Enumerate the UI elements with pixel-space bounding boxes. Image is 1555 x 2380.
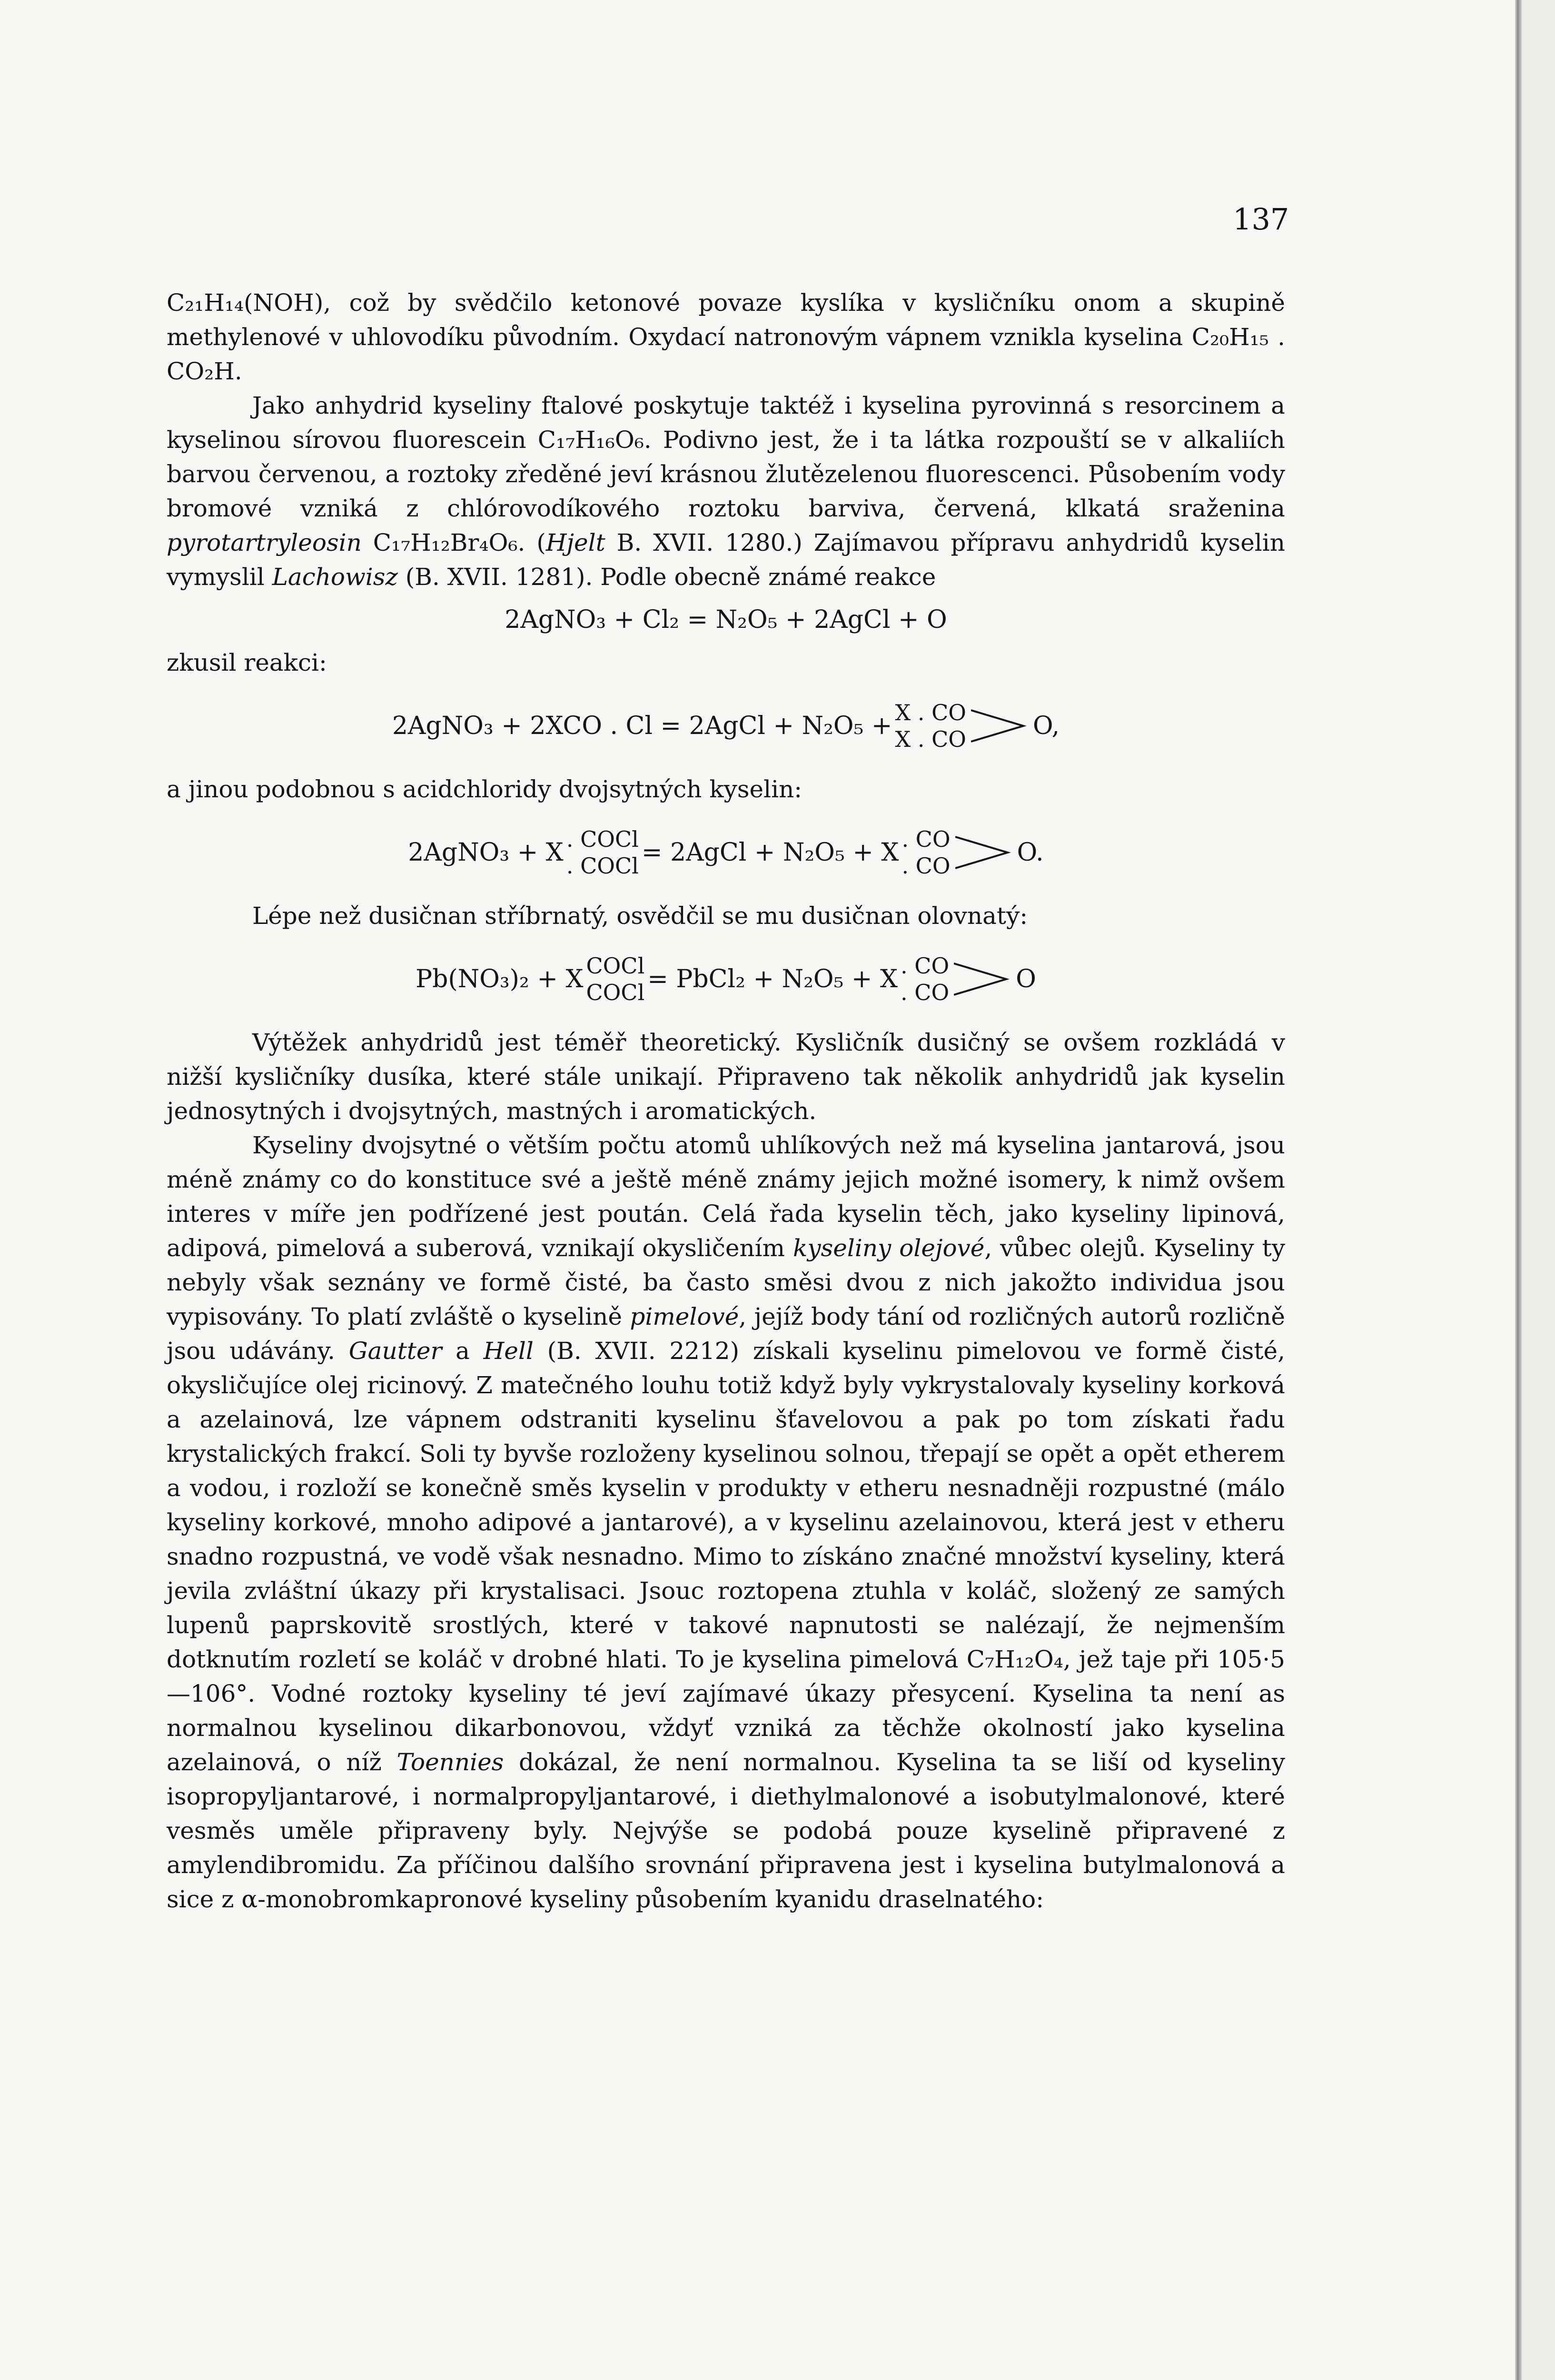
formula-left: Pb(NO₃)₂ + X <box>416 965 584 993</box>
stack-bottom: X . CO <box>895 726 967 752</box>
paragraph-yield: Výtěžek anhydridů jest téměř theoretický. Kysličník dusičný se ovšem rozkládá v nižší kysličníky dusíka, které stále unikají. Připraveno tak několik anhydridů jak kyselin jednosytných i dvojsytných, mastných i aromatických. <box>167 1029 1285 1125</box>
page-margin <box>1522 0 1555 2380</box>
term-pyrotartryleosin: pyrotartryleosin <box>167 529 362 556</box>
stack-bottom: . CO <box>901 980 950 1005</box>
author-lachowisz: Lachowisz <box>272 563 398 591</box>
formula-right: O <box>1016 965 1036 993</box>
formula-mid: = PbCl₂ + N₂O₅ + X <box>647 965 898 993</box>
label-acidchloridy: a jinou podobnou s acidchloridy dvojsytných kyselin: <box>167 775 802 803</box>
stack-top: COCl <box>586 953 645 979</box>
label-zkusil: zkusil reakci: <box>167 649 327 676</box>
stack-bottom: COCl <box>586 980 645 1005</box>
paragraph-dibasic-acids <box>167 1128 1285 1916</box>
bracket-icon <box>954 953 1016 1005</box>
text-block <box>167 286 1285 1916</box>
paragraph-anhydrides <box>167 388 1285 594</box>
text-run: , jejíž body tání od rozličných autorů rozličně jsou udávány. <box>167 1303 1285 1365</box>
formula-reaction-1: 2AgNO₃ + Cl₂ = N₂O₅ + 2AgCl + O <box>505 605 947 634</box>
bracket-icon <box>971 700 1033 752</box>
text-run: (B. XVII. 1281). Podle obecně známé reakce <box>397 563 936 591</box>
stack-bottom: . COCl <box>566 853 639 879</box>
label-olovnaty: Lépe než dusičnan stříbrnatý, osvědčil se mu dusičnan olovnatý: <box>252 902 1028 930</box>
stack-top: . COCl <box>566 826 639 852</box>
formula-left: 2AgNO₃ + 2XCO . Cl = 2AgCl + N₂O₅ + <box>392 712 892 740</box>
text-run: dokázal, že není normalnou. Kyselina ta se liší od kyseliny isopropyljantarové, i normalpropyljantarové, i diethylmalonové a isobutylmalonové, které vesměs uměle připraveny byly. Nejvýše se podobá pouze kyselině připravené z amylendibromidu. Za příčinou dalšího srovnání připravena jest i kyselina butylmalonová a sice z α-monobromkapronové kyseliny působením kyanidu draselnatého: <box>167 1748 1286 1913</box>
page-number: 137 <box>1233 202 1289 237</box>
formula-reaction-2 <box>167 690 1285 762</box>
author-hjelt: Hjelt <box>545 529 605 556</box>
stack-top: . CO <box>901 953 950 979</box>
term-pimelove: pimelové <box>630 1303 739 1330</box>
formula-stack <box>901 952 949 1006</box>
paragraph-continuation: C₂₁H₁₄(NOH), což by svědčilo ketonové povaze kyslíka v kysličníku onom a skupině methylenové v uhlovodíku původním. Oxydací natronovým vápnem vznikla kyselina C₂₀H₁₅ . CO₂H. <box>167 289 1285 385</box>
text-run: Jako anhydrid kyseliny ftalové poskytuje taktéž i kyselina pyrovinná s resorcinem a kyselinou sírovou fluorescein C₁₇H₁₆O₆. Podivno jest, že i ta látka rozpouští se v alkaliích barvou červenou, a roztoky zředěné jeví krásnou žlutězelenou fluorescenci. Působením vody bromové vzniká z chlórovodíkového roztoku barviva, červená, klkatá sraženina <box>167 392 1285 522</box>
text-run: C₁₇H₁₂Br₄O₆. ( <box>361 529 546 556</box>
author-gautter: Gautter <box>348 1337 442 1365</box>
formula-reaction-3 <box>167 817 1285 888</box>
text-run: B. XVII. 1280.) Zajímavou přípravu anhydridů kyselin vymyslil <box>167 529 1285 591</box>
author-hell: Hell <box>483 1337 534 1365</box>
formula-reaction-4 <box>167 943 1285 1015</box>
formula-right: O, <box>1033 712 1060 740</box>
formula-stack <box>895 699 967 753</box>
text-run: a <box>442 1337 484 1365</box>
term-kyseliny-olejove: kyseliny olejové <box>793 1234 985 1262</box>
text-run: , vůbec olejů. Kyseliny ty nebyly však seznány ve formě čisté, ba často směsi dvou z nich jakožto individua jsou vypisovány. To platí zvláště o kyselině <box>167 1234 1285 1330</box>
stack-top: X . CO <box>895 700 967 725</box>
page-binding-edge <box>1515 0 1522 2380</box>
formula-stack <box>566 826 639 879</box>
text-run: Kyseliny dvojsytné o větším počtu atomů uhlíkových než má kyselina jantarová, jsou méně známy co do konstituce své a ještě méně známy jejich možné isomery, k nimž ovšem interes v míře jen podřízené jest poután. Celá řada kyselin těch, jako kyseliny lipinová, adipová, pimelová a suberová, vznikají okysličením <box>167 1131 1285 1262</box>
text-run: (B. XVII. 2212) získali kyselinu pimelovou ve formě čisté, okysličujíce olej ricinový. Z matečného louhu totiž když byly vykrystalovaly kyseliny korková a azelainová, lze vápnem odstraniti kyselinu šťavelovou a pak po tom získati řadu krystalických frakcí. Soli ty byvše rozloženy kyselinou solnou, třepají se opět a opět etherem a vodou, i rozloží se konečně směs kyselin v produkty v etheru nesnadněji rozpustné (málo kyseliny korkové, mnoho adipové a jantarové), a v kyselinu azelainovou, která jest v etheru snadno rozpustná, ve vodě však nesnadno. Mimo to získáno značné množství kyseliny, která jevila zvláštní úkazy při krystalisaci. Jsouc roztopena ztuhla v koláč, složený ze samých lupenů paprskovitě srostlých, které v takové napnutosti se nalézají, že nejmenším dotknutím rozletí se koláč v drobné hlati. To je kyselina pimelová C₇H₁₂O₄, jež taje při 105·5—106°. Vodné roztoky kyseliny té jeví zajímavé úkazy přesycení. Kyselina ta není as normalnou kyselinou dikarbonovou, vždyť vzniká za těchže okolností jako kyselina azelainová, o níž <box>167 1337 1286 1776</box>
formula-stack <box>586 952 644 1006</box>
stack-top: . CO <box>901 826 951 852</box>
formula-mid: = 2AgCl + N₂O₅ + X <box>641 838 899 867</box>
author-toennies: Toennies <box>396 1748 504 1776</box>
formula-stack <box>901 826 950 879</box>
formula-left: 2AgNO₃ + X <box>408 838 564 867</box>
bracket-icon <box>955 826 1017 879</box>
formula-right: O. <box>1017 838 1044 867</box>
stack-bottom: . CO <box>901 853 951 879</box>
